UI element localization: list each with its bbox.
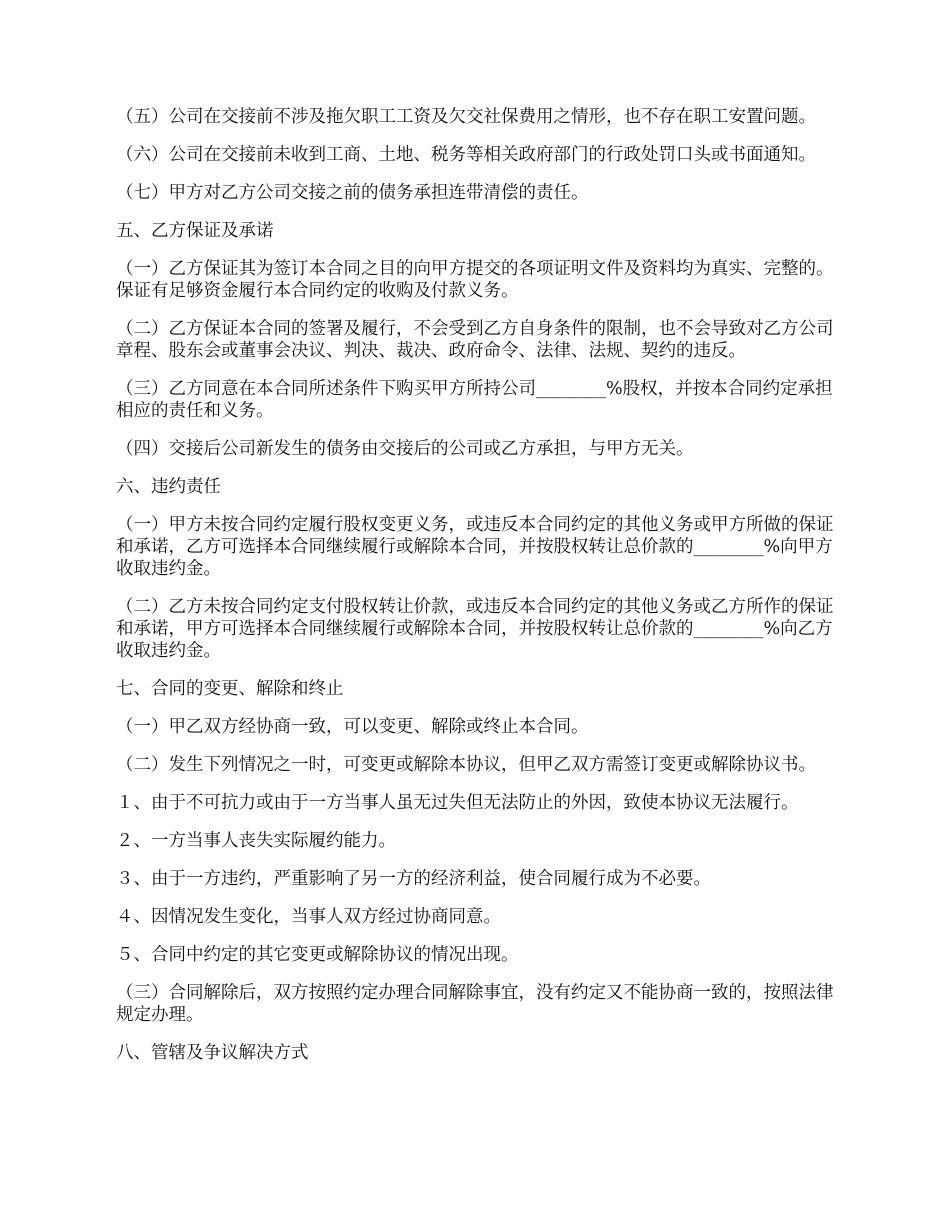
section6-clause-1: （一）甲方未按合同约定履行股权变更义务，或违反本合同约定的其他义务或甲方所做的保证和承诺，乙方可选择本合同继续履行或解除本合同，并按股权转让总价款的________%向甲方收取违约金。 bbox=[116, 515, 834, 579]
section7-item-4: ４、因情况发生变化，当事人双方经过协商同意。 bbox=[116, 907, 501, 927]
section7-clause-2: （二）发生下列情况之一时，可变更或解除本协议，但甲乙双方需签订变更或解除协议书。 bbox=[116, 755, 816, 775]
section7-item-2: ２、一方当事人丧失实际履约能力。 bbox=[116, 831, 396, 851]
clause-5: （五）公司在交接前不涉及拖欠职工工资及欠交社保费用之情形，也不存在职工安置问题。 bbox=[116, 107, 816, 127]
section5-clause-4: （四）交接后公司新发生的债务由交接后的公司或乙方承担，与甲方无关。 bbox=[116, 439, 694, 459]
section7-clause-1: （一）甲乙双方经协商一致，可以变更、解除或终止本合同。 bbox=[116, 717, 589, 737]
section-heading-8: 八、管辖及争议解决方式 bbox=[116, 1043, 309, 1063]
section-heading-5: 五、乙方保证及承诺 bbox=[116, 221, 274, 241]
section5-clause-3: （三）乙方同意在本合同所述条件下购买甲方所持公司________%股权，并按本合同约定承担相应的责任和义务。 bbox=[116, 379, 833, 421]
section5-clause-1: （一）乙方保证其为签订本合同之目的向甲方提交的各项证明文件及资料均为真实、完整的。保证有足够资金履行本合同约定的收购及付款义务。 bbox=[116, 259, 834, 301]
section7-clause-3: （三）合同解除后，双方按照约定办理合同解除事宜，没有约定又不能协商一致的，按照法律规定办理。 bbox=[116, 983, 834, 1025]
section-heading-7: 七、合同的变更、解除和终止 bbox=[116, 679, 344, 699]
section-heading-6: 六、违约责任 bbox=[116, 477, 221, 497]
section5-clause-2: （二）乙方保证本合同的签署及履行，不会受到乙方自身条件的限制，也不会导致对乙方公司章程、股东会或董事会决议、判决、裁决、政府命令、法律、法规、契约的违反。 bbox=[116, 319, 834, 361]
section7-item-3: ３、由于一方违约，严重影响了另一方的经济利益，使合同履行成为不必要。 bbox=[116, 869, 711, 889]
clause-7: （七）甲方对乙方公司交接之前的债务承担连带清偿的责任。 bbox=[116, 183, 589, 203]
section6-clause-2: （二）乙方未按合同约定支付股权转让价款，或违反本合同约定的其他义务或乙方所作的保证和承诺，甲方可选择本合同继续履行或解除本合同，并按股权转让总价款的________%向乙方收取违约金。 bbox=[116, 597, 834, 661]
clause-6: （六）公司在交接前未收到工商、土地、税务等相关政府部门的行政处罚口头或书面通知。 bbox=[116, 145, 816, 165]
section7-item-5: ５、合同中约定的其它变更或解除协议的情况出现。 bbox=[116, 945, 519, 965]
section7-item-1: １、由于不可抗力或由于一方当事人虽无过失但无法防止的外因，致使本协议无法履行。 bbox=[116, 793, 799, 813]
